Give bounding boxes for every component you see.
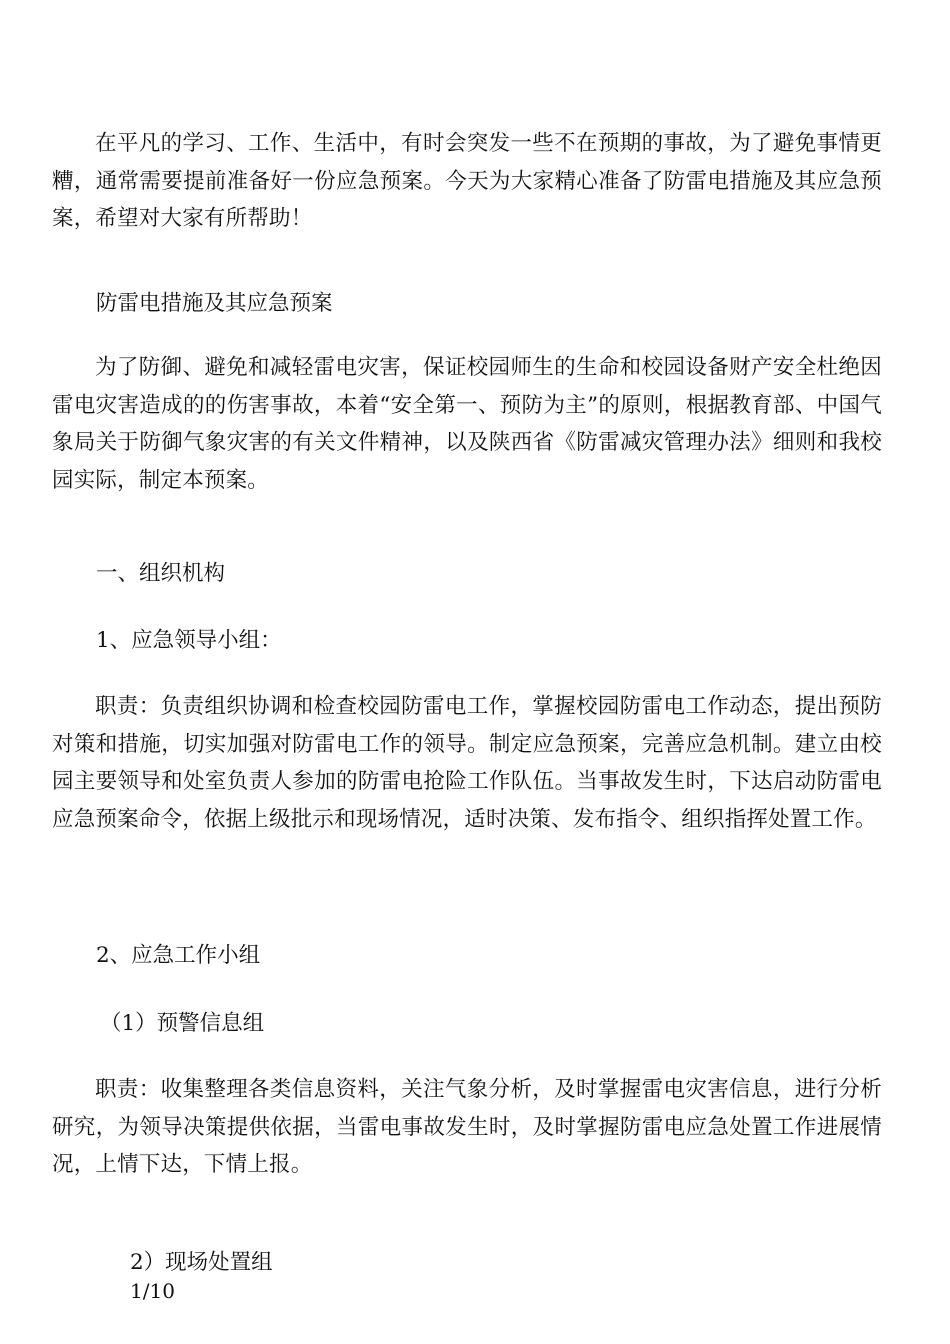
leadership-duty-paragraph: 职责：负责组织协调和检查校园防雷电工作，掌握校园防雷电工作动态，提出预防对策和措施，切实加强对防雷电工作的领导。制定应急预案，完善应急机制。建立由校园主要领导和处室负责人参加的防雷电抢险工作队伍。当事故发生时，下达启动防雷电应急预案命令，依据上级批示和现场情况，适时决策、发布指令、组织指挥处置工作。 [52, 694, 882, 832]
warning-info-duty-paragraph: 职责：收集整理各类信息资料，关注气象分析，及时掌握雷电灾害信息，进行分析研究，为领导决策提供依据，当雷电事故发生时，及时掌握防雷电应急处置工作进展情况，上情下达，下情上报。 [52, 1077, 882, 1178]
item-heading-work-group: 2、应急工作小组 [96, 943, 261, 968]
item-heading-leadership-group: 1、应急领导小组： [96, 628, 282, 653]
subitem-heading-warning-info: （1）预警信息组 [100, 1011, 265, 1036]
purpose-paragraph: 为了防御、避免和减轻雷电灾害，保证校园师生的生命和校园设备财产安全杜绝因雷电灾害造成的的伤害事故，本着“安全第一、预防为主”的原则，根据教育部、中国气象局关于防御气象灾害的有关文件精神，以及陕西省《防雷减灾管理办法》细则和我校园实际，制定本预案。 [52, 355, 882, 493]
document-title: 防雷电措施及其应急预案 [96, 291, 333, 316]
intro-paragraph: 在平凡的学习、工作、生活中，有时会突发一些不在预期的事故，为了避免事情更糟，通常需要提前准备好一份应急预案。今天为大家精心准备了防雷电措施及其应急预案，希望对大家有所帮助！ [52, 131, 882, 232]
section-heading-organization: 一、组织机构 [96, 561, 226, 586]
page-indicator: 1/10 [130, 1279, 175, 1303]
subitem-heading-onsite-handling: 2）现场处置组 [130, 1250, 273, 1275]
